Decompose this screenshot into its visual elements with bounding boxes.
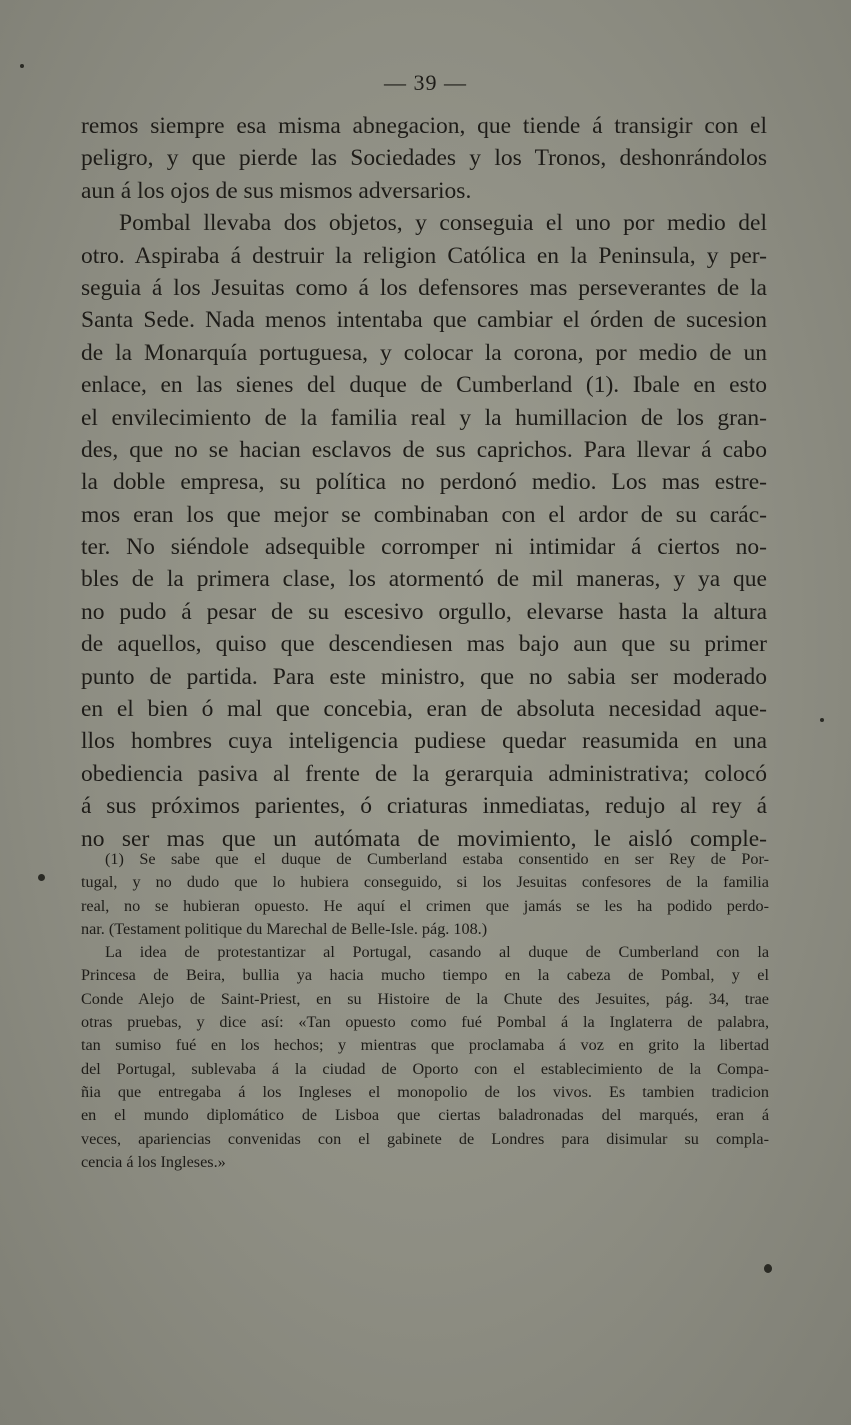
body-line: en el bien ó mal que concebia, eran de absoluta necesidad aque- xyxy=(81,696,767,723)
footnotes xyxy=(81,848,769,1174)
body-line: aun á los ojos de sus mismos adversarios. xyxy=(81,177,472,204)
body-line: no pudo á pesar de su escesivo orgullo, elevarse hasta la altura xyxy=(81,598,767,625)
body-line: Pombal llevaba dos objetos, y conseguia el uno por medio del xyxy=(119,210,767,237)
footnote-line: en el mundo diplomático de Lisboa que ciertas baladronadas del marqués, eran á xyxy=(81,1106,769,1125)
footnote-line: veces, apariencias convenidas con el gabinete de Londres para disimular su compla- xyxy=(81,1129,769,1148)
body-line: de aquellos, quiso que descendiesen mas bajo aun que su primer xyxy=(81,631,767,658)
footnote-line: ñia que entregaba á los Ingleses el monopolio de los vivos. Es tambien tradicion xyxy=(81,1082,769,1101)
footnote-line: Princesa de Beira, bullia ya hacia mucho tiempo en la cabeza de Pombal, y el xyxy=(81,966,769,985)
footnote-line: La idea de protestantizar al Portugal, casando al duque de Cumberland con la xyxy=(105,943,769,962)
body-line: otro. Aspiraba á destruir la religion Católica en la Peninsula, y per- xyxy=(81,242,767,269)
paper-speck xyxy=(764,1264,772,1273)
paper-speck xyxy=(38,874,45,881)
body-line: á sus próximos parientes, ó criaturas inmediatas, redujo al rey á xyxy=(81,793,767,820)
footnote-line: (1) Se sabe que el duque de Cumberland estaba consentido en ser Rey de Por- xyxy=(105,850,769,868)
body-line: bles de la primera clase, los atormentó de mil maneras, y ya que xyxy=(81,566,767,593)
body-line: enlace, en las sienes del duque de Cumberland (1). Ibale en esto xyxy=(81,372,767,399)
body-text xyxy=(81,110,767,855)
footnote-line: otras pruebas, y dice así: «Tan opuesto como fué Pombal á la Inglaterra de palabra, xyxy=(81,1013,769,1032)
footnote-line: cencia á los Ingleses.» xyxy=(81,1152,226,1171)
body-line: peligro, y que pierde las Sociedades y los Tronos, deshonrándolos xyxy=(81,145,767,172)
footnote-line: tan sumiso fué en los hechos; y mientras que proclamaba á voz en grito la libertad xyxy=(81,1036,769,1055)
body-line: remos siempre esa misma abnegacion, que tiende á transigir con el xyxy=(81,113,767,139)
body-line: no ser mas que un autómata de movimiento, le aisló comple- xyxy=(81,825,767,852)
footnote-line: real, no se hubieran opuesto. He aquí el crimen que jamás se les ha podido perdo- xyxy=(81,896,769,915)
footnote-line: nar. (Testament politique du Marechal de Belle-Isle. pág. 108.) xyxy=(81,919,488,938)
body-line: el envilecimiento de la familia real y la humillacion de los gran- xyxy=(81,404,767,431)
body-line: llos hombres cuya inteligencia pudiese quedar reasumida en una xyxy=(81,728,767,755)
body-line: Santa Sede. Nada menos intentaba que cambiar el órden de sucesion xyxy=(81,307,767,334)
paper-speck xyxy=(20,64,24,68)
body-line: la doble empresa, su política no perdonó medio. Los mas estre- xyxy=(81,469,767,496)
body-line: mos eran los que mejor se combinaban con el ardor de su carác- xyxy=(81,501,767,528)
footnote-line: tugal, y no dudo que lo hubiera conseguido, si los Jesuitas confesores de la familia xyxy=(81,873,769,892)
body-line: des, que no se hacian esclavos de sus caprichos. Para llevar á cabo xyxy=(81,436,767,463)
footnote-line: Conde Alejo de Saint-Priest, en su Histoire de la Chute des Jesuites, pág. 34, trae xyxy=(81,989,769,1008)
body-line: punto de partida. Para este ministro, que no sabia ser moderado xyxy=(81,663,767,690)
page-number: — 39 — xyxy=(384,70,467,95)
body-line: obediencia pasiva al frente de la gerarquia administrativa; colocó xyxy=(81,760,767,787)
footnote-line: del Portugal, sublevaba á la ciudad de Oporto con el establecimiento de la Compa- xyxy=(81,1059,769,1078)
body-line: seguia á los Jesuitas como á los defensores mas perseverantes de la xyxy=(81,274,767,301)
paper-speck xyxy=(820,718,824,722)
body-line: de la Monarquía portuguesa, y colocar la corona, por medio de un xyxy=(81,339,767,366)
body-line: ter. No siéndole adsequible corromper ni intimidar á ciertos no- xyxy=(81,534,767,561)
